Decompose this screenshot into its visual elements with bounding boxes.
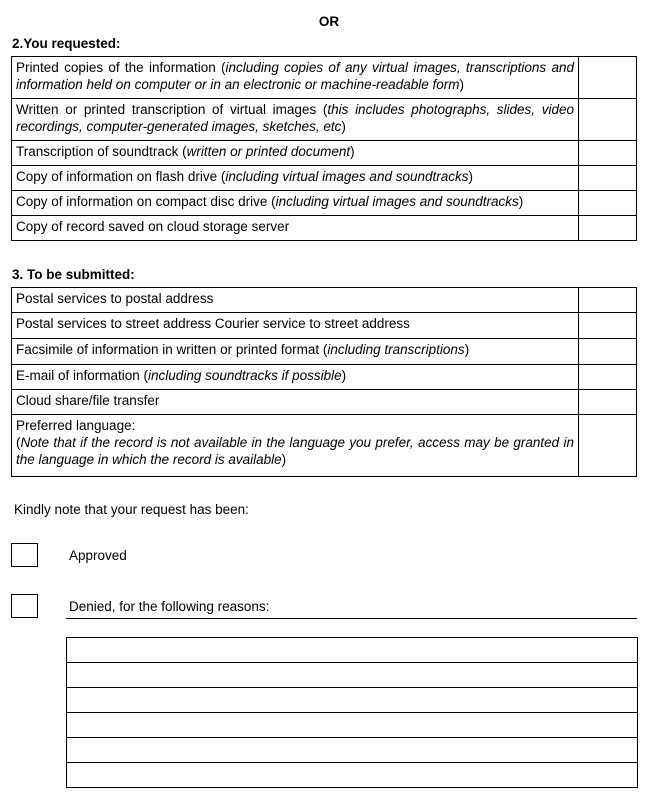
option-checkbox-cell[interactable] [579, 390, 637, 415]
option-checkbox-cell[interactable] [579, 166, 637, 191]
table-row [12, 216, 637, 241]
option-printed-copies: Printed copies of the information (including copies of any virtual images, transcriptions and information held on computer or in an electronic or machine-readable form) [12, 57, 579, 99]
option-checkbox-cell[interactable] [579, 216, 637, 241]
reason-line-field[interactable] [67, 738, 638, 763]
table-row [12, 99, 637, 141]
option-email: E-mail of information (including soundtracks if possible) [12, 365, 579, 390]
submission-method-table [11, 287, 637, 477]
preferred-language-note: (Note that if the record is not available in the language you prefer, access may be granted in the language in which the record is available) [16, 435, 574, 467]
option-checkbox-cell[interactable] [579, 141, 637, 166]
option-checkbox-cell[interactable] [579, 313, 637, 339]
table-row [12, 141, 637, 166]
reason-line-field[interactable] [67, 763, 638, 788]
option-checkbox-cell[interactable] [579, 191, 637, 216]
approved-checkbox[interactable] [11, 543, 38, 567]
section-3-heading: 3. To be submitted: [12, 267, 135, 282]
table-row [12, 313, 637, 339]
table-row [12, 339, 637, 365]
requested-format-table [11, 56, 637, 241]
option-preferred-language [12, 415, 579, 477]
option-street-address: Postal services to street address Courier service to street address [12, 313, 579, 339]
table-row [12, 191, 637, 216]
reason-line-field[interactable] [67, 663, 638, 688]
option-postal-address: Postal services to postal address [12, 288, 579, 313]
preferred-language-label: Preferred language: [16, 418, 136, 433]
table-row [12, 288, 637, 313]
or-separator: OR [318, 14, 340, 29]
option-transcription-images: Written or printed transcription of virtual images (this includes photographs, slides, video recordings, computer-generated images, sketches, etc) [12, 99, 579, 141]
option-checkbox-cell[interactable] [579, 365, 637, 390]
option-checkbox-cell[interactable] [579, 339, 637, 365]
table-row [12, 57, 637, 99]
option-checkbox-cell[interactable] [579, 57, 637, 99]
approved-label: Approved [69, 548, 127, 563]
reason-line-field[interactable] [67, 688, 638, 713]
table-row [12, 365, 637, 390]
option-transcription-soundtrack: Transcription of soundtrack (written or printed document) [12, 141, 579, 166]
reason-line-field[interactable] [67, 638, 638, 663]
option-checkbox-cell[interactable] [579, 288, 637, 313]
denied-underline [66, 618, 637, 619]
option-flash-drive: Copy of information on flash drive (including virtual images and soundtracks) [12, 166, 579, 191]
table-row [12, 415, 637, 477]
denied-checkbox[interactable] [11, 594, 38, 618]
option-cloud-share: Cloud share/file transfer [12, 390, 579, 415]
denied-label: Denied, for the following reasons: [69, 599, 270, 614]
table-row [12, 390, 637, 415]
denial-reasons-table [66, 637, 638, 788]
option-cloud-storage: Copy of record saved on cloud storage server [12, 216, 579, 241]
section-2-heading: 2.You requested: [12, 36, 121, 51]
reason-line-field[interactable] [67, 713, 638, 738]
decision-intro: Kindly note that your request has been: [14, 502, 249, 517]
option-facsimile: Facsimile of information in written or printed format (including transcriptions) [12, 339, 579, 365]
option-checkbox-cell[interactable] [579, 99, 637, 141]
preferred-language-input-cell[interactable] [579, 415, 637, 477]
table-row [12, 166, 637, 191]
option-compact-disc: Copy of information on compact disc drive (including virtual images and soundtracks) [12, 191, 579, 216]
